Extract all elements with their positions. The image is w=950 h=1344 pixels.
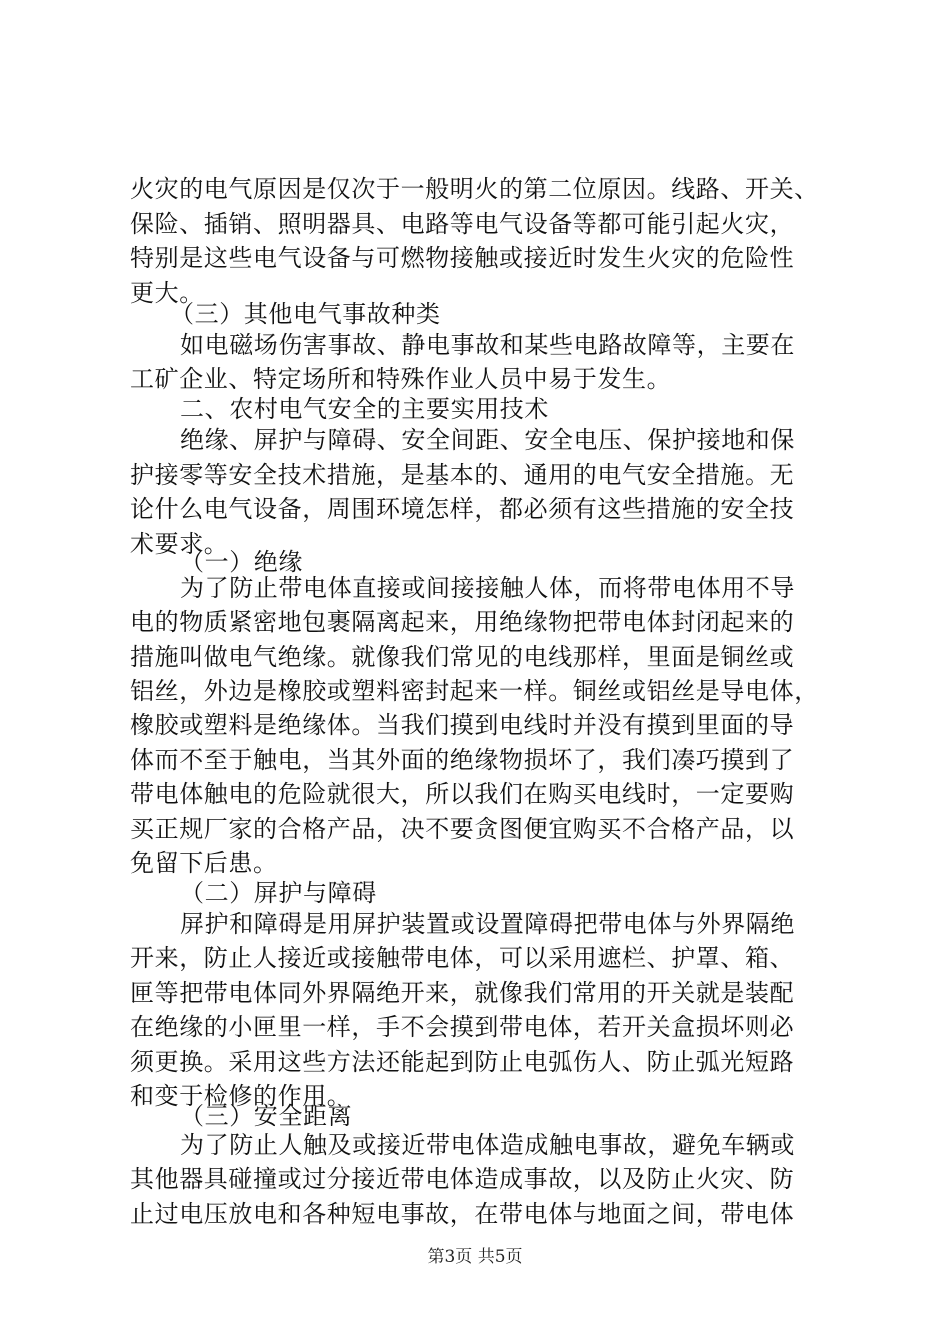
text-line: 开来，防止人接近或接触带电体，可以采用遮栏、护罩、箱、 — [130, 944, 795, 972]
text-line: 铝丝，外边是橡胶或塑料密封起来一样。铜丝或铝丝是导电体， — [130, 677, 819, 705]
text-line: 工矿企业、特定场所和特殊作业人员中易于发生。 — [130, 365, 672, 393]
text-line: 电的物质紧密地包裹隔离起来，用绝缘物把带电体封闭起来的 — [130, 608, 795, 636]
text-line: 护接零等安全技术措施，是基本的、通用的电气安全措施。无 — [130, 461, 795, 489]
text-line: 术要求。 — [130, 530, 229, 558]
page-footer: 第3页 共5页 — [427, 1247, 523, 1267]
text-line: 屏护和障碍是用屏护装置或设置障碍把带电体与外界隔绝 — [180, 910, 795, 938]
section-heading: （一）绝缘 — [180, 548, 303, 576]
text-line: 保险、插销、照明器具、电路等电气设备等都可能引起火灾， — [130, 210, 795, 238]
section-heading: （三）安全距离 — [180, 1102, 353, 1130]
text-line: 免留下后患。 — [130, 849, 278, 877]
text-line: 为了防止带电体直接或间接接触人体，而将带电体用不导 — [180, 574, 795, 602]
text-line: 体而不至于触电，当其外面的绝缘物损坏了，我们凑巧摸到了 — [130, 746, 795, 774]
text-line: 为了防止人触及或接近带电体造成触电事故，避免车辆或 — [180, 1131, 795, 1159]
text-line: 更大。 — [130, 279, 204, 307]
text-line: 和变于检修的作用。 — [130, 1082, 352, 1110]
text-line: 措施叫做电气绝缘。就像我们常见的电线那样，里面是铜丝或 — [130, 643, 795, 671]
text-line: 火灾的电气原因是仅次于一般明火的第二位原因。线路、开关、 — [130, 175, 819, 203]
text-line: 绝缘、屏护与障碍、安全间距、安全电压、保护接地和保 — [180, 426, 795, 454]
section-heading: 二、农村电气安全的主要实用技术 — [180, 395, 549, 423]
text-line: 橡胶或塑料是绝缘体。当我们摸到电线时并没有摸到里面的导 — [130, 711, 795, 739]
text-line: 止过电压放电和各种短电事故，在带电体与地面之间，带电体 — [130, 1200, 795, 1228]
text-line: 带电体触电的危险就很大，所以我们在购买电线时，一定要购 — [130, 780, 795, 808]
text-line: 如电磁场伤害事故、静电事故和某些电路故障等，主要在 — [180, 331, 795, 359]
text-line: 特别是这些电气设备与可燃物接触或接近时发生火灾的危险性 — [130, 244, 795, 272]
section-heading: （三）其他电气事故种类 — [170, 300, 441, 328]
text-line: 论什么电气设备，周围环境怎样，都必须有这些措施的安全技 — [130, 495, 795, 523]
text-line: 匣等把带电体同外界隔绝开来，就像我们常用的开关就是装配 — [130, 979, 795, 1007]
text-line: 须更换。采用这些方法还能起到防止电弧伤人、防止弧光短路 — [130, 1048, 795, 1076]
text-line: 买正规厂家的合格产品，决不要贪图便宜购买不合格产品，以 — [130, 815, 795, 843]
text-line: 其他器具碰撞或过分接近带电体造成事故，以及防止火灾、防 — [130, 1165, 795, 1193]
section-heading: （二）屏护与障碍 — [180, 879, 377, 907]
text-line: 在绝缘的小匣里一样，手不会摸到带电体，若开关盒损坏则必 — [130, 1013, 795, 1041]
